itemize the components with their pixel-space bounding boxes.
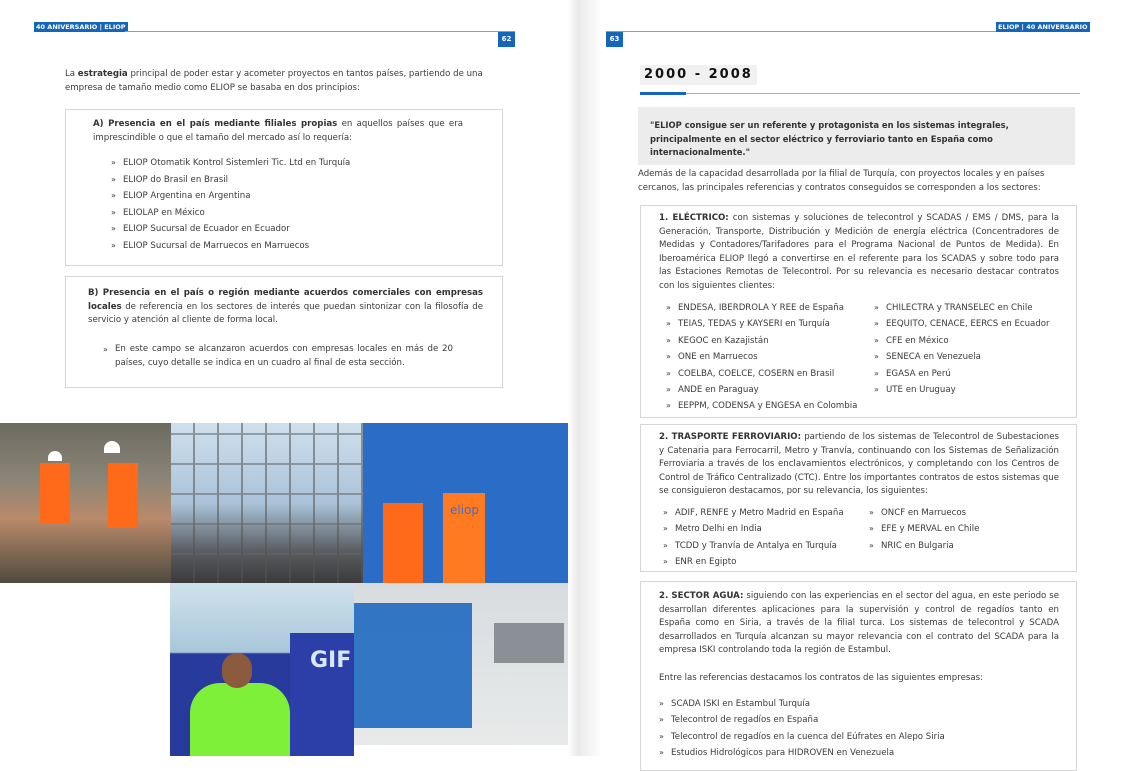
box-filiales	[65, 109, 503, 266]
photo-control-room	[354, 583, 572, 745]
cabinet-logo: GIF	[310, 648, 352, 673]
list-item: » Metro Delhi en India	[663, 521, 873, 537]
list-item: » EFE y MERVAL en Chile	[869, 521, 1059, 537]
vest-logo: eliop	[450, 503, 480, 517]
agua-list	[659, 696, 1059, 762]
header-rule	[606, 31, 996, 32]
header-tag: 40 ANIVERSARIO | ELIOP	[36, 23, 126, 31]
list-item: » ELIOLAP en México	[111, 205, 471, 222]
photo-catenary-workers	[363, 423, 572, 583]
intro-paragraph: La estrategia principal de poder estar y acometer proyectos en tantos países, partiendo de una empresa de tamaño medio como ELIOP se basaba en dos principios:	[65, 69, 483, 93]
photo-gif-cabinet	[170, 583, 354, 756]
page-number: 63	[606, 32, 623, 47]
list-item: » ELIOP Otomatik Kontrol Sistemleri Tic. Ltd en Turquía	[111, 155, 471, 172]
acuerdos-list	[103, 343, 453, 370]
list-item: » ELIOP Argentina en Argentina	[111, 188, 471, 205]
electrico-list-col2	[874, 300, 1064, 398]
box-b-text: B) Presencia en el país o región mediante acuerdos comerciales con empresas locales de referencia en los sectores de interés que puedan sintonizar con la filosofía de servicio y atención al cliente de forma local.	[88, 288, 483, 325]
list-item: » EEQUITO, CENACE, EERCS en Ecuador	[874, 316, 1064, 332]
ferroviario-list-col1	[663, 505, 873, 571]
list-item: » ONE en Marruecos	[666, 349, 876, 365]
list-item: » TEIAS, TEDAS y KAYSERI en Turquía	[666, 316, 876, 332]
list-item: » EGASA en Perú	[874, 366, 1064, 382]
intro-paragraph: Además de la capacidad desarrollada por la filial de Turquía, con proyectos locales y en países cercanos, las principales referencias y contratos conseguidos se corresponden a los sectores:	[638, 169, 1045, 193]
electrico-list-col1	[666, 300, 876, 415]
list-item: » TCDD y Tranvía de Antalya en Turquía	[663, 538, 873, 554]
list-item: » NRIC en Bulgaria	[869, 538, 1059, 554]
book-gutter	[568, 0, 602, 756]
right-page	[600, 0, 1142, 759]
list-item: » En este campo se alcanzaron acuerdos con empresas locales en más de 20 países, cuyo detalle se indica en un cuadro al final de esta sección.	[103, 343, 453, 370]
list-item: » ONCF en Marruecos	[869, 505, 1059, 521]
list-item: » CFE en México	[874, 333, 1064, 349]
list-item: » Telecontrol de regadíos en España	[659, 712, 1059, 728]
left-page	[0, 0, 572, 756]
list-item: » KEGOC en Kazajistán	[666, 333, 876, 349]
list-item: » ELIOP do Brasil en Brasil	[111, 172, 471, 189]
ferroviario-text: 2. TRASPORTE FERROVIARIO: partiendo de los sistemas de Telecontrol de Subestaciones y Catenaria para Ferrocarril, Metro y Tranvía, continuando con los Sistemas de Señalización Ferroviaria a través de los enclavamientos electrónicos, y completando con los Centros de Control de Tráfico Centralizado (CTC). Entre los importantes contratos de estos sistemas que se consiguieron destacamos, por su relevancia, los siguientes:	[659, 432, 1059, 496]
list-item: » CHILECTRA y TRANSELEC en Chile	[874, 300, 1064, 316]
list-item: » ENDESA, IBERDROLA Y REE de España	[666, 300, 876, 316]
list-item: » EEPPM, CODENSA y ENGESA en Colombia	[666, 398, 876, 414]
header-tag: ELIOP | 40 ANIVERSARIO	[998, 23, 1088, 31]
page-number: 62	[498, 32, 515, 47]
box-electrico	[640, 205, 1077, 418]
list-item: » ENR en Egipto	[663, 554, 873, 570]
filiales-list	[111, 155, 471, 254]
title-rule	[640, 93, 1080, 94]
box-a-text: A) Presencia en el país mediante filiales propias en aquellos países que era imprescindible o que el tamaño del mercado así lo requería:	[93, 119, 464, 143]
agua-refs-label: Entre las referencias destacamos los contratos de las siguientes empresas:	[659, 673, 984, 683]
quote-text: "ELIOP consigue ser un referente y protagonista en los sistemas integrales, principalmente en el sector eléctrico y ferroviario tanto en España como internacionalmente."	[650, 120, 1009, 157]
list-item: » COELBA, COELCE, COSERN en Brasil	[666, 366, 876, 382]
box-ferroviario	[640, 424, 1077, 572]
list-item: » SCADA ISKI en Estambul Turquía	[659, 696, 1059, 712]
title-accent	[640, 92, 686, 95]
list-item: » ELIOP Sucursal de Marruecos en Marruecos	[111, 238, 471, 255]
header-rule	[125, 31, 515, 32]
electrico-text: 1. ELÉCTRICO: con sistemas y soluciones de telecontrol y SCADAS / EMS / DMS, para la Generación, Transporte, Distribución y Medición de energía eléctrica (Concentradores de Medidas y Contadores/Tarifadores para el Programa Nacional de Puntos de Medida). En Iberoamérica ELIOP llegó a convertirse en el referente para los SCADAS y sobre todo para las Estaciones Remotas de Telecontrol. Por su relevancia es necesario destacar contratos con los siguientes clientes:	[659, 213, 1059, 291]
period-title: 2000 - 2008	[640, 65, 757, 85]
agua-text: 2. SECTOR AGUA: siguiendo con las experiencias en el sector del agua, en este periodo se desarrollan diferentes aplicaciones para la supervisión y control de regadíos tanto en España como en Siria, a través de la filial turca. Los sistemas de telecontrol y SCADA desarrollados en Turquía alcanzan su mayor relevancia con el contrato del SCADA para la empresa ISKI controlando toda la región de Estambul.	[659, 591, 1059, 655]
photo-workers-construction	[0, 423, 171, 583]
list-item: » ANDE en Paraguay	[666, 382, 876, 398]
list-item: » Estudios Hidrológicos para HIDROVEN en Venezuela	[659, 745, 1059, 761]
list-item: » SENECA en Venezuela	[874, 349, 1064, 365]
ferroviario-list-col2	[869, 505, 1059, 554]
list-item: » ADIF, RENFE y Metro Madrid en España	[663, 505, 873, 521]
list-item: » Telecontrol de regadíos en la cuenca del Eúfrates en Alepo Siria	[659, 729, 1059, 745]
quote-box	[638, 107, 1075, 165]
box-acuerdos	[65, 276, 503, 388]
list-item: » UTE en Uruguay	[874, 382, 1064, 398]
photo-substation	[171, 423, 363, 583]
box-agua	[640, 581, 1077, 771]
list-item: » ELIOP Sucursal de Ecuador en Ecuador	[111, 221, 471, 238]
